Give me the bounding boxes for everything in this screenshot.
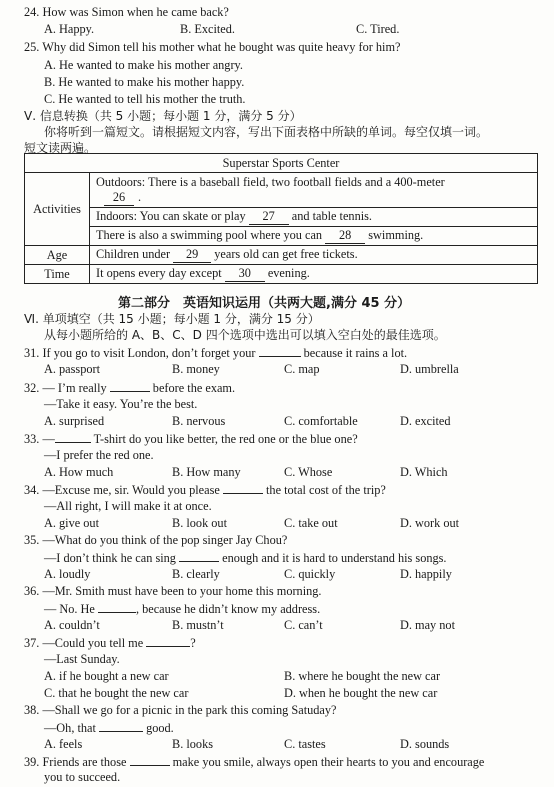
option-c: C. Whose (284, 465, 333, 479)
pool-text: There is also a swimming pool where you can (96, 228, 323, 242)
option-a: A. couldn’t (44, 618, 100, 632)
option-a: A. loudly (44, 567, 91, 581)
q33-blank[interactable] (55, 431, 91, 443)
option-d: D. may not (400, 618, 455, 632)
q32-text: 32. — I’m really (24, 381, 107, 395)
question-38-stem: 38. —Shall we go for a picnic in the park this coming Satuday? (24, 703, 337, 717)
part-2-heading: 第二部分 英语知识运用（共两大题,满分 45 分） (118, 296, 411, 311)
option-a: A. Happy. (44, 22, 95, 36)
option-a: A. passport (44, 362, 101, 376)
q34-text: 34. —Excuse me, sir. Would you please (24, 483, 220, 497)
q36-reply-text: — No. He (44, 602, 95, 616)
q37-blank[interactable] (146, 635, 190, 647)
pool-text-2: swimming. (368, 228, 424, 242)
option-b: B. looks (172, 737, 213, 751)
q36-reply-text-2: , because he didn’t know my address. (135, 602, 321, 616)
question-25-option-a: A. He wanted to make his mother angry. (44, 58, 243, 72)
q32-blank[interactable] (110, 380, 150, 392)
option-b: B. How many (172, 465, 241, 479)
age-label: Age (25, 246, 90, 265)
q33-text-2: T-shirt do you like better, the red one or the blue one? (93, 432, 358, 446)
option-c: C. tastes (284, 737, 326, 751)
pool-cell (90, 227, 538, 246)
q32-text-2: before the exam. (152, 381, 236, 395)
q35-reply (44, 550, 447, 566)
section-5-instructions: 你将听到一篇短文。请根据短文内容，写出下面表格中所缺的单词。每空仅填一词。 (44, 125, 489, 139)
question-24-stem: 24. How was Simon when he came back? (24, 5, 229, 19)
info-table (24, 153, 538, 284)
question-25-option-c: C. He wanted to tell his mother the truth. (44, 92, 246, 106)
option-d: D. Which (400, 465, 448, 479)
option-d: D. work out (400, 516, 460, 530)
option-d: D. excited (400, 414, 451, 428)
blank-27[interactable]: 27 (249, 209, 289, 225)
activities-label: Activities (25, 173, 90, 246)
q35-reply-text: —I don’t think he can sing (44, 551, 176, 565)
question-31-stem (24, 345, 407, 361)
question-25-option-b: B. He wanted to make his mother happy. (44, 75, 245, 89)
q38-reply (44, 720, 174, 736)
option-c: C. take out (284, 516, 338, 530)
option-b: B. money (172, 362, 220, 376)
blank-28[interactable]: 28 (325, 228, 365, 244)
q32-reply: —Take it easy. You’re the best. (44, 397, 198, 411)
q34-text-2: the total cost of the trip? (266, 483, 386, 497)
q33-reply: —I prefer the red one. (44, 448, 154, 462)
q37-text: 37. —Could you tell me (24, 636, 144, 650)
question-39-stem (24, 754, 484, 770)
indoors-cell (90, 208, 538, 227)
age-text: Children under (96, 247, 171, 261)
q35-reply-text-2: enough and it is hard to understand his songs. (222, 551, 447, 565)
option-c: C. that he bought the new car (44, 686, 189, 700)
q34-reply: —All right, I will make it at once. (44, 499, 212, 513)
outdoors-cell: Outdoors: There is a baseball field, two football fields and a 400-meter 26 . (90, 173, 538, 208)
option-c: C. Tired. (356, 22, 400, 36)
option-a: A. How much (44, 465, 114, 479)
age-text-2: years old can get free tickets. (214, 247, 358, 261)
option-b: B. mustn’t (172, 618, 224, 632)
question-34-stem (24, 482, 386, 498)
option-d: D. happily (400, 567, 452, 581)
option-b: B. clearly (172, 567, 220, 581)
option-c: C. comfortable (284, 414, 358, 428)
q36-blank[interactable] (98, 601, 136, 613)
option-c: C. quickly (284, 567, 336, 581)
q34-blank[interactable] (223, 482, 263, 494)
question-32-stem (24, 380, 235, 396)
age-cell (90, 246, 538, 265)
q38-reply-text: —Oh, that (44, 721, 96, 735)
section-6-title: Ⅵ. 单项填空（共 15 小题；每小题 1 分，满分 15 分） (24, 312, 320, 326)
time-text: It opens every day except (96, 266, 222, 280)
q37-text-2: ? (190, 636, 196, 650)
section-5-instructions-2: 短文读两遍。 (24, 141, 97, 155)
q37-reply: —Last Sunday. (44, 652, 120, 666)
q35-blank[interactable] (179, 550, 219, 562)
outdoors-text: Outdoors: There is a baseball field, two football fields and a 400-meter (96, 174, 445, 189)
option-b: B. where he bought the new car (284, 669, 441, 683)
option-d: D. umbrella (400, 362, 459, 376)
option-b: B. nervous (172, 414, 226, 428)
option-c: C. map (284, 362, 320, 376)
question-25-stem: 25. Why did Simon tell his mother what he bought was quite heavy for him? (24, 40, 401, 54)
q39-blank[interactable] (130, 754, 170, 766)
section-6-instructions: 从每小题所给的 A、B、C、D 四个选项中选出可以填入空白处的最佳选项。 (44, 328, 446, 342)
q33-text: 33. — (24, 432, 55, 446)
q39-text-2: make you smile, always open their hearts to you and encourage (172, 755, 485, 769)
question-35-stem: 35. —What do you think of the pop singer Jay Chou? (24, 533, 288, 547)
q31-blank[interactable] (259, 345, 301, 357)
question-36-stem: 36. —Mr. Smith must have been to your home this morning. (24, 584, 322, 598)
q38-blank[interactable] (99, 720, 143, 732)
option-d: D. sounds (400, 737, 450, 751)
q38-reply-text-2: good. (146, 721, 174, 735)
option-b: B. Excited. (180, 22, 235, 36)
blank-29[interactable]: 29 (173, 247, 211, 263)
option-a: A. give out (44, 516, 99, 530)
time-cell (90, 265, 538, 284)
indoors-text: Indoors: You can skate or play (96, 209, 246, 223)
time-text-2: evening. (267, 266, 310, 280)
q39-text: 39. Friends are those (24, 755, 127, 769)
q31-text-2: because it rains a lot. (303, 346, 408, 360)
option-b: B. look out (172, 516, 227, 530)
section-5-title: Ⅴ. 信息转换（共 5 小题；每小题 1 分，满分 5 分） (24, 109, 302, 123)
option-a: A. if he bought a new car (44, 669, 169, 683)
blank-30[interactable]: 30 (225, 266, 265, 282)
option-d: D. when he bought the new car (284, 686, 438, 700)
option-a: A. surprised (44, 414, 105, 428)
option-c: C. can’t (284, 618, 323, 632)
question-33-stem (24, 431, 358, 447)
indoors-text-2: and table tennis. (291, 209, 372, 223)
blank-26[interactable]: 26 (104, 190, 134, 206)
table-title: Superstar Sports Center (25, 154, 538, 173)
question-37-stem (24, 635, 196, 651)
option-a: A. feels (44, 737, 83, 751)
time-label: Time (25, 265, 90, 284)
q36-reply (44, 601, 320, 617)
q31-text: 31. If you go to visit London, don’t forget your (24, 346, 256, 360)
q39-continuation: you to succeed. (44, 770, 121, 784)
